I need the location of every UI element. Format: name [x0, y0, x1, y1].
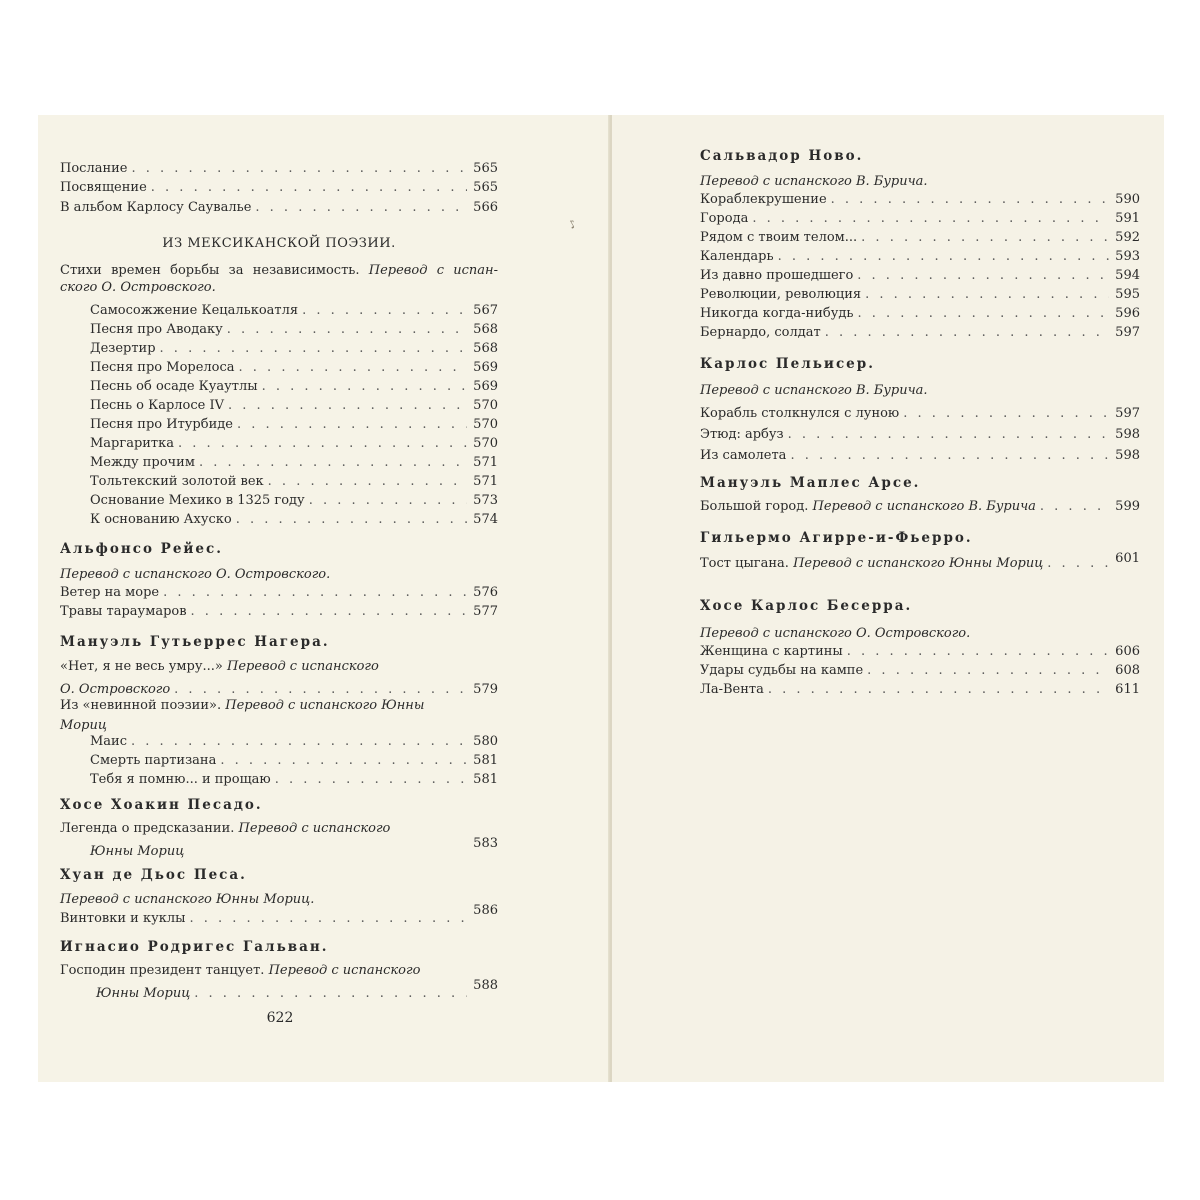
- toc-entry-page: 571: [473, 474, 498, 489]
- author-heading: Мануэль Маплес Арсе.: [700, 475, 921, 491]
- toc-entry-multiline: [60, 657, 498, 697]
- toc-entry-page: 599: [1115, 499, 1140, 514]
- toc-entry: [700, 305, 1140, 321]
- toc-entry-page: 611: [1115, 682, 1140, 697]
- toc-entry: [60, 473, 498, 489]
- toc-entry-title: Травы тараумаров: [60, 604, 187, 619]
- toc-entry-page: 594: [1115, 268, 1140, 283]
- toc-entry: [700, 248, 1140, 264]
- toc-entry-title: Из самолета: [700, 448, 787, 463]
- translation-note: Перевод с испанского В. Бурича.: [700, 383, 928, 398]
- toc-entry-title: Дезертир: [90, 341, 156, 356]
- toc-entry-title: Из давно прошедшего: [700, 268, 854, 283]
- toc-entry-title: Самосожжение Кецалькоатля: [90, 303, 299, 318]
- toc-entry-title: Революции, революция: [700, 287, 862, 302]
- toc-entry-page: 571: [473, 455, 498, 470]
- toc-entry-multiline: [60, 819, 498, 859]
- toc-entry-page: 593: [1115, 249, 1140, 264]
- toc-entry: [700, 498, 1140, 514]
- toc-entry-title: Тебя я помню... и прощаю: [90, 772, 271, 787]
- toc-entry-title: Бернардо, солдат: [700, 325, 821, 340]
- toc-entry: [60, 416, 498, 432]
- toc-entry-title: Господин президент танцует.: [60, 963, 265, 978]
- toc-entry-title: Маргаритка: [90, 436, 174, 451]
- author-heading: Игнасио Родригес Гальван.: [60, 939, 329, 955]
- toc-entry-page: 576: [473, 585, 498, 600]
- toc-entry-page: 570: [473, 436, 498, 451]
- toc-entry-page: 565: [473, 180, 498, 195]
- author-heading: Мануэль Гутьеррес Нагера.: [60, 634, 330, 650]
- toc-entry-page: 570: [473, 398, 498, 413]
- toc-entry: [60, 302, 498, 318]
- toc-entry-page: 581: [473, 753, 498, 768]
- toc-entry-title: Тольтекский золотой век: [90, 474, 264, 489]
- toc-entry-title: К основанию Ахуско: [90, 512, 232, 527]
- toc-entry-title: Маис: [90, 734, 128, 749]
- toc-entry: [700, 229, 1140, 245]
- independence-intro: [60, 262, 498, 296]
- toc-entry-page: 601: [1115, 551, 1140, 566]
- toc-entry: [60, 340, 498, 356]
- toc-entry: [60, 397, 498, 413]
- translation-note: Перевод с испанского Юнны Мориц: [793, 556, 1044, 571]
- toc-entry-title: Удары судьбы на кампе: [700, 663, 864, 678]
- toc-entry: [60, 771, 498, 787]
- toc-entry-title: Песня про Морелоса: [90, 360, 235, 375]
- toc-entry-title: Рядом с твоим телом...: [700, 230, 858, 245]
- toc-entry-page: 586: [473, 903, 498, 918]
- toc-entry-page: 590: [1115, 192, 1140, 207]
- intro-translation: Перевод с испан-: [368, 263, 498, 278]
- translation-note: Перевод с испанского О. Островского.: [60, 567, 331, 582]
- intro-translation-cont: ского О. Островского.: [60, 280, 216, 295]
- toc-entry-page: 573: [473, 493, 498, 508]
- toc-entry-title: Кораблекрушение: [700, 192, 827, 207]
- toc-entry-multiline: [60, 696, 498, 736]
- toc-entry-page: 596: [1115, 306, 1140, 321]
- toc-entry-page: 574: [473, 512, 498, 527]
- toc-entry-page: 598: [1115, 427, 1140, 442]
- toc-entry: [60, 584, 498, 600]
- toc-entry-page: 565: [473, 161, 498, 176]
- toc-entry-page: 598: [1115, 448, 1140, 463]
- toc-entry: [700, 267, 1140, 283]
- toc-entry-page: 579: [473, 682, 498, 697]
- toc-entry: [60, 179, 498, 195]
- toc-entry-page: 569: [473, 379, 498, 394]
- translation-note: Перевод с испанского: [268, 963, 421, 978]
- toc-entry-page: 592: [1115, 230, 1140, 245]
- toc-entry: [60, 492, 498, 508]
- section-heading-mexican-poetry: ИЗ МЕКСИКАНСКОЙ ПОЭЗИИ.: [162, 236, 396, 251]
- toc-entry-title: Песня про Итурбиде: [90, 417, 233, 432]
- toc-entry: [60, 511, 498, 527]
- toc-entry: [60, 603, 498, 619]
- toc-entry-page: 597: [1115, 406, 1140, 421]
- toc-entry-title: Корабль столкнулся с луною: [700, 406, 900, 421]
- intro-title: Стихи времен борьбы за независимость.: [60, 263, 360, 278]
- toc-entry-page: 569: [473, 360, 498, 375]
- toc-entry: [700, 681, 1140, 697]
- author-heading: Хосе Карлос Бесерра.: [700, 598, 913, 614]
- toc-entry-page: 568: [473, 341, 498, 356]
- translation-note: О. Островского: [60, 682, 171, 697]
- toc-entry-title: Большой город.: [700, 499, 809, 514]
- toc-entry-multiline: [60, 961, 498, 1001]
- toc-entry-title: Песня про Аводаку: [90, 322, 223, 337]
- toc-entry: [700, 643, 1140, 659]
- toc-entry-title: Ла-Вента: [700, 682, 764, 697]
- toc-entry: [700, 447, 1140, 463]
- translation-note: Перевод с испанского О. Островского.: [700, 626, 971, 641]
- toc-entry-page: 608: [1115, 663, 1140, 678]
- toc-entry-page: 606: [1115, 644, 1140, 659]
- toc-entry-title: Женщина с картины: [700, 644, 843, 659]
- toc-entry-title: Легенда о предсказании.: [60, 821, 235, 836]
- toc-entry: [700, 551, 1140, 571]
- toc-entry: [700, 210, 1140, 226]
- toc-entry-title: В альбом Карлосу Саувалье: [60, 200, 252, 215]
- translation-note: Юнны Мориц: [96, 986, 191, 1001]
- toc-entry: [60, 160, 498, 176]
- translation-note: Юнны Мориц: [90, 844, 185, 859]
- translation-note: Мориц: [60, 718, 107, 733]
- toc-entry-title: Основание Мехико в 1325 году: [90, 493, 305, 508]
- author-heading: Хосе Хоакин Песадо.: [60, 797, 263, 813]
- toc-entry-title: Из «невинной поэзии».: [60, 698, 222, 713]
- toc-entry-title: Между прочим: [90, 455, 195, 470]
- toc-entry-page: 570: [473, 417, 498, 432]
- toc-entry-title: Ветер на море: [60, 585, 160, 600]
- translation-note: Перевод с испанского В. Бурича: [812, 499, 1036, 514]
- toc-entry: [700, 662, 1140, 678]
- toc-entry-title: «Нет, я не весь умру...»: [60, 659, 223, 674]
- author-heading: Карлос Пельисер.: [700, 356, 875, 372]
- author-heading: Гильермо Агирре-и-Фьерро.: [700, 530, 973, 546]
- translation-note: Перевод с испанского Юнны Мориц.: [60, 892, 315, 907]
- toc-entry: [700, 324, 1140, 340]
- toc-entry-page: 568: [473, 322, 498, 337]
- toc-entry: [60, 733, 498, 749]
- toc-entry-title: Тост цыгана.: [700, 556, 789, 571]
- toc-entry: [60, 321, 498, 337]
- translation-note: Перевод с испанского В. Бурича.: [700, 174, 928, 189]
- toc-entry-title: Этюд: арбуз: [700, 427, 784, 442]
- toc-entry-page: 595: [1115, 287, 1140, 302]
- toc-entry-page: 581: [473, 772, 498, 787]
- author-heading: Альфонсо Рейес.: [60, 541, 223, 557]
- toc-entry: [700, 286, 1140, 302]
- author-heading: Сальвадор Ново.: [700, 148, 864, 164]
- toc-entry-page: 597: [1115, 325, 1140, 340]
- toc-entry: [700, 426, 1140, 442]
- toc-entry: [60, 435, 498, 451]
- translation-note: Перевод с испанского Юнны: [225, 698, 425, 713]
- toc-entry-title: Посвящение: [60, 180, 147, 195]
- toc-entry: [60, 903, 498, 926]
- toc-entry-page: 566: [473, 200, 498, 215]
- toc-entry-page: 591: [1115, 211, 1140, 226]
- toc-entry-title: Послание: [60, 161, 128, 176]
- toc-entry-title: Смерть партизана: [90, 753, 217, 768]
- toc-entry-title: Песнь о Карлосе IV: [90, 398, 224, 413]
- toc-entry-page: 588: [473, 978, 498, 993]
- toc-entry-page: 577: [473, 604, 498, 619]
- toc-entry: [60, 378, 498, 394]
- toc-entry-title: Никогда когда-нибудь: [700, 306, 854, 321]
- translation-note: Перевод с испанского: [238, 821, 391, 836]
- toc-entry-page: 567: [473, 303, 498, 318]
- page-number: 622: [266, 1010, 294, 1026]
- toc-entry-page: 580: [473, 734, 498, 749]
- ink-mark-icon: ♪: [566, 217, 579, 232]
- toc-entry: [60, 752, 498, 768]
- toc-entry: [60, 454, 498, 470]
- toc-entry: [700, 191, 1140, 207]
- toc-entry-title: Песнь об осаде Куаутлы: [90, 379, 258, 394]
- toc-entry-page: 583: [473, 836, 498, 851]
- toc-entry-title: Винтовки и куклы: [60, 911, 186, 926]
- toc-entry: [60, 359, 498, 375]
- translation-note: Перевод с испанского: [227, 659, 379, 674]
- toc-entry: [700, 405, 1140, 421]
- toc-entry-title: Календарь: [700, 249, 774, 264]
- toc-entry-title: Города: [700, 211, 749, 226]
- author-heading: Хуан де Дьос Песа.: [60, 867, 247, 883]
- toc-entry: [60, 199, 498, 215]
